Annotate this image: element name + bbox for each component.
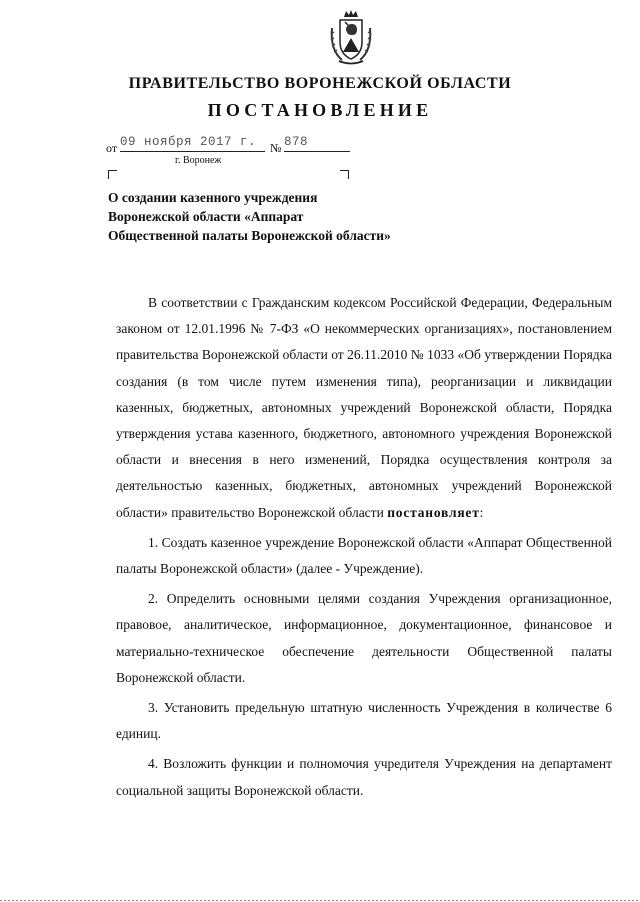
- preamble-paragraph: [116, 290, 612, 526]
- document-date: 09 ноября 2017 г.: [120, 135, 265, 152]
- document-body: [116, 290, 612, 804]
- document-type: ПОСТАНОВЛЕНИЕ: [207, 100, 433, 120]
- voronezh-coat-of-arms-icon: [326, 8, 376, 66]
- decree-word: постановляет: [387, 504, 480, 520]
- list-item: 4. Возложить функции и полномочия учредителя Учреждения на департамент социальной защиты Воронежской области.: [116, 756, 612, 798]
- list-item: 1. Создать казенное учреждение Воронежской области «Аппарат Общественной палаты Воронежской области» (далее - Учреждение).: [116, 534, 612, 577]
- subject-line: Воронежской области «Аппарат: [108, 209, 304, 224]
- subject-line: О создании казенного учреждения: [108, 190, 318, 205]
- corner-mark-left: [108, 170, 117, 179]
- date-number-line: [106, 135, 366, 161]
- list-item: 3. Установить предельную штатную численность Учреждения в количестве 6 единиц.: [116, 700, 612, 742]
- subject-line: Общественной палаты Воронежской области»: [108, 228, 391, 243]
- decree-colon: :: [479, 504, 484, 520]
- document-subject: [108, 188, 508, 245]
- list-item: 2. Определить основными целями создания Учреждения организационное, правовое, аналитическое, информационное, документационное, финансовое и материально-техническое обеспечение деятельности Общественной палаты Воронежской области.: [116, 591, 612, 685]
- preamble-text: В соответствии с Гражданским кодексом Российской Федерации, Федеральным законом от 12.01.1996 № 7-ФЗ «О некоммерческих организациях», постановлением правительства Воронежской области от 26.11.2010 № 1033 «Об утверждении Порядка создания (в том числе путем изменения типа), реорганизации и ликвидации казенных, бюджетных, автономных учреждений Воронежской области, Порядка утверждения устава казенного, бюджетного, автономного учреждения Воронежской области и внесения в него изменений, Порядка осуществления контроля за деятельностью казенных, бюджетных, автономных учреждений Воронежской области» правительство Воронежской области: [116, 295, 612, 520]
- document-number: 878: [284, 135, 350, 152]
- page-bottom-border: [0, 900, 640, 901]
- number-prefix: №: [270, 141, 282, 155]
- corner-mark-right: [340, 170, 349, 179]
- organization-name: ПРАВИТЕЛЬСТВО ВОРОНЕЖСКОЙ ОБЛАСТИ: [128, 75, 512, 92]
- city-label: г. Воронеж: [175, 155, 222, 166]
- date-prefix: от: [106, 141, 118, 155]
